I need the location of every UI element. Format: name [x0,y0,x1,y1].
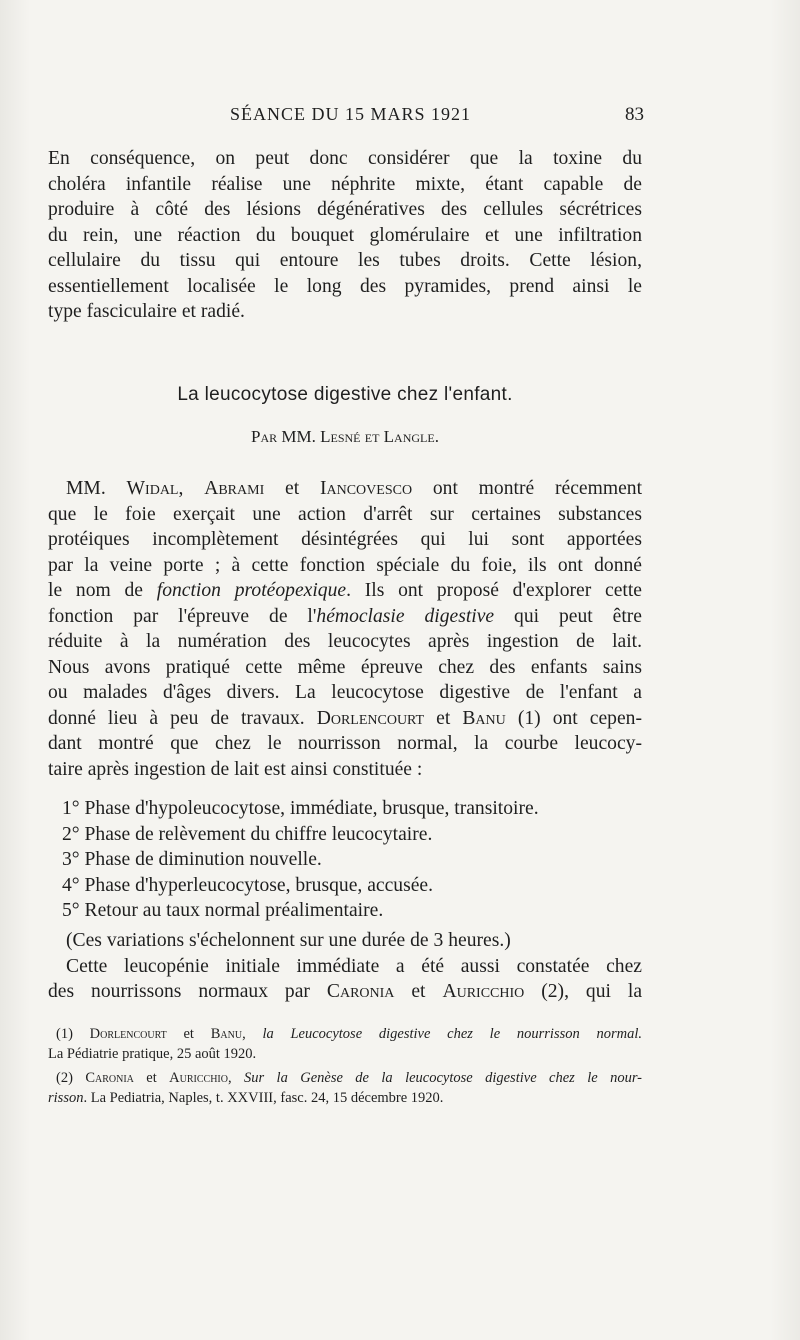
text-line: (Ces variations s'échelonnent sur une durée de 3 heures.) [66,930,511,951]
italic-term: hémoclasie digestive [316,605,495,627]
list-item: 3° Phase de diminution nouvelle. [62,849,322,870]
paragraph-conclusion [48,146,642,325]
text-line: taire après ingestion de lait est ainsi constituée : [48,758,423,780]
text-line: En conséquence, on peut donc considérer que la toxine du [48,148,642,169]
author-name: Caronia [326,981,395,1002]
text-line: fonction par l'épreuve de l'hémoclasie digestive qui peut être [48,605,642,627]
text-line: risson. La Pediatria, Naples, t. XXVIII, fasc. 24, 15 décembre 1920. [48,1090,444,1106]
author-name: Banu [462,707,506,729]
author-name: Auricchio [442,981,525,1002]
footnote-1 [48,1024,642,1064]
text-line: produire à côté des lésions dégénératives des cellules sécrétrices [48,199,642,220]
author-name: Abrami [204,478,265,499]
text-line: dant montré que chez le nourrisson normal, la courbe leucocy- [48,733,642,754]
running-header: SÉANCE DU 15 MARS 1921 [230,104,472,124]
text-line: que le foie exerçait une action d'arrêt sur certaines substances [48,503,642,525]
page-number: 83 [625,104,644,125]
author-name: Iancovesco [319,478,413,499]
author-name: Widal [126,478,179,499]
text-line: Cette leucopénie initiale immédiate a été aussi constatée chez [66,955,642,977]
text-line: MM. Widal, Abrami et Iancovesco ont montré récemment [66,478,643,499]
paragraph-continuation [48,928,642,1005]
paragraph-introduction [48,476,642,782]
citation-title: risson [48,1090,84,1106]
text-line: le nom de fonction protéopexique. Ils ont proposé d'explorer cette [48,580,643,601]
footnote-2 [48,1068,642,1108]
text-line: (1) Dorlencourt et Banu, la Leucocytose digestive chez le nourrisson normal. [56,1026,642,1042]
text-line: réduite à la numération des leucocytes après ingestion de lait. [48,631,642,652]
author-name: Auricchio [169,1070,228,1086]
text-line: du rein, une réaction du bouquet glomérulaire et une infiltration [48,224,642,246]
list-item: 2° Phase de relèvement du chiffre leucocytaire. [62,823,433,845]
author-name: Caronia [85,1070,134,1086]
text-line: (2) Caronia et Auricchio, Sur la Genèse de la leucocytose digestive chez le nour- [56,1070,642,1086]
text-line: essentiellement localisée le long des pyramides, prend ainsi le [48,275,642,297]
list-item: 1° Phase d'hypoleucocytose, immédiate, brusque, transitoire. [62,798,539,819]
citation-title: la Leucocytose digestive chez le nourrisson normal. [262,1026,642,1042]
author-name: Dorlencourt [89,1026,167,1042]
author-name: Banu [210,1026,243,1042]
text-line: donné lieu à peu de travaux. Dorlencourt et Banu (1) ont cepen- [48,707,643,729]
section-title: La leucocytose digestive chez l'enfant. [177,384,513,405]
text-line: par la veine porte ; à cette fonction spéciale du foie, ils ont donné [48,554,642,576]
text-line: des nourrissons normaux par Caronia et Auricchio (2), qui la [48,981,643,1002]
text-line: type fasciculaire et radié. [48,301,245,322]
list-item: 4° Phase d'hyperleucocytose, brusque, accusée. [62,874,433,896]
text-line: cellulaire du tissu qui entoure les tubes droits. Cette lésion, [48,250,642,271]
text-line: choléra infantile réalise une néphrite mixte, étant capable de [48,173,642,195]
italic-term: fonction protéopexique [156,580,347,601]
text-line: Nous avons pratiqué cette même épreuve chez des enfants sains [48,656,642,678]
text-line: La Pédiatrie pratique, 25 août 1920. [48,1046,257,1062]
phase-list [62,796,642,924]
list-item: 5° Retour au taux normal préalimentaire. [62,900,384,921]
text-line: ou malades d'âges divers. La leucocytose digestive de l'enfant a [48,682,642,703]
citation-title: Sur la Genèse de la leucocytose digestive chez le nour- [244,1070,642,1086]
section-byline: Par MM. Lesné et Langle. [251,427,439,446]
text-line: protéiques incomplètement désintégrées qui lui sont apportées [48,529,642,550]
author-name: Dorlencourt [316,707,425,729]
